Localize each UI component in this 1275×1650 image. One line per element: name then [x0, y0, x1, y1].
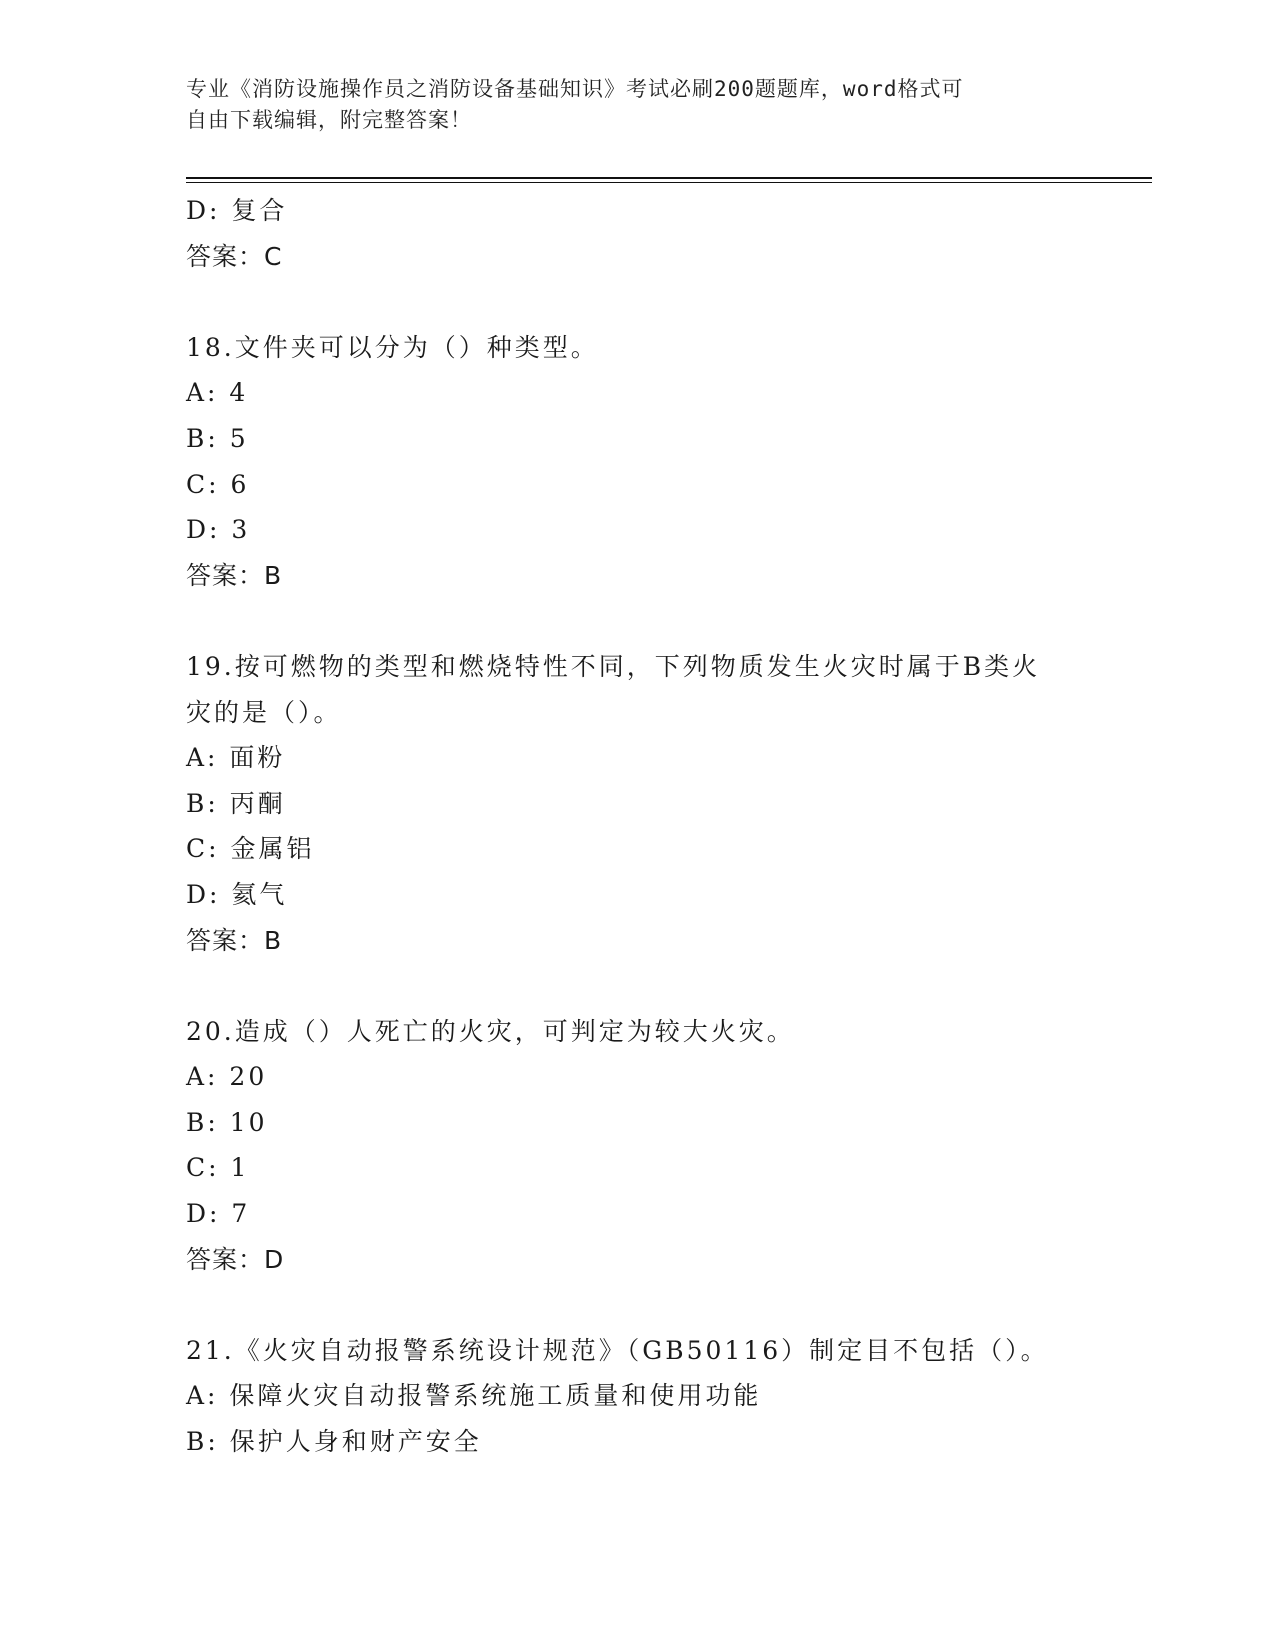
question-20: [186, 1009, 1086, 1283]
spacer: [186, 963, 1086, 1009]
option-c: C: 6: [186, 469, 250, 499]
option-b: B: 保护人身和财产安全: [186, 1427, 482, 1457]
spacer: [186, 598, 1086, 644]
option-b: B: 5: [186, 423, 249, 453]
option-c: C: 金属铝: [186, 834, 315, 864]
option-d: D: 复合: [186, 196, 288, 225]
page-header: [186, 74, 1086, 136]
question-stem-line-2: 灾的是（）。: [186, 697, 342, 727]
answer-line: 答案：C: [186, 241, 283, 271]
question-stem: 20.造成（）人死亡的火灾，可判定为较大火灾。: [186, 1016, 795, 1046]
header-line-2: 自由下载编辑，附完整答案！: [186, 108, 472, 132]
spacer: [186, 1282, 1086, 1328]
question-stem-line-1: 19.按可燃物的类型和燃烧特性不同，下列物质发生火灾时属于B类火: [186, 651, 1041, 681]
question-21: [186, 1328, 1086, 1465]
question-stem: 21.《火灾自动报警系统设计规范》（GB50116）制定目不包括（）。: [186, 1335, 1049, 1365]
option-d: D: 氦气: [186, 879, 288, 909]
spacer: [186, 279, 1086, 325]
question-18: [186, 325, 1086, 599]
answer-line: 答案：B: [186, 560, 283, 590]
option-b: B: 丙酮: [186, 788, 286, 818]
question-list: [186, 188, 1086, 1465]
option-c: C: 1: [186, 1153, 250, 1183]
option-a: A: 面粉: [186, 743, 286, 773]
question-17-tail: [186, 188, 1086, 279]
option-b: B: 10: [186, 1107, 268, 1137]
answer-line: 答案：B: [186, 925, 283, 955]
answer-line: 答案：D: [186, 1244, 285, 1274]
option-d: D: 7: [186, 1199, 251, 1229]
option-d: D: 3: [186, 515, 251, 545]
header-divider-thick: [186, 177, 1152, 179]
question-19: [186, 644, 1086, 963]
option-a: A: 4: [186, 378, 249, 408]
option-a: A: 保障火灾自动报警系统施工质量和使用功能: [186, 1381, 762, 1411]
option-a: A: 20: [186, 1062, 268, 1092]
header-line-1: 专业《消防设施操作员之消防设备基础知识》考试必刷200题题库，word格式可: [186, 77, 964, 101]
header-divider-thin: [186, 182, 1152, 183]
question-stem: 18.文件夹可以分为（）种类型。: [186, 332, 599, 362]
